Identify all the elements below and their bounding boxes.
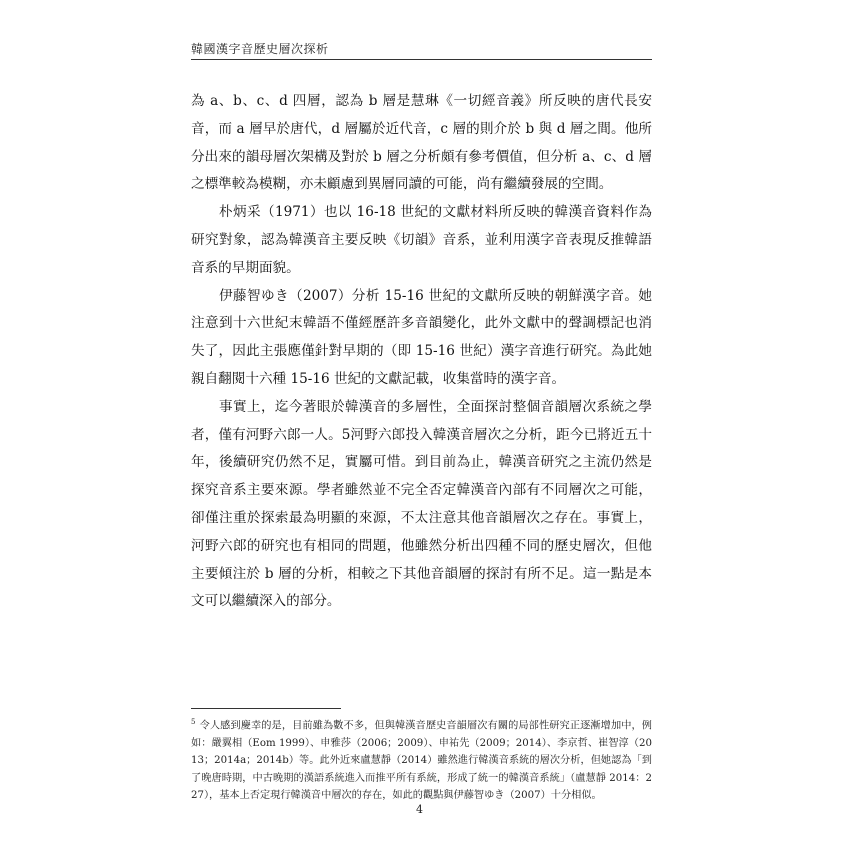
- running-header: 韓國漢字音歷史層次探析: [191, 42, 329, 56]
- footnote-mark: 5: [191, 718, 196, 726]
- paragraph-2: 朴炳采（1971）也以 16-18 世紀的文獻材料所反映的韓漢音資料作為研究對象，認為韓漢音主要反映《切韻》音系，並利用漢字音表現反推韓語音系的早期面貌。: [191, 204, 652, 276]
- footnote: [191, 714, 652, 805]
- page-number: 4: [416, 803, 423, 816]
- paragraph-4: 事實上，迄今著眼於韓漢音的多層性，全面探討整個音韻層次系統之學者，僅有河野六郎一人。5河野六郎投入韓漢音層次之分析，距今已將近五十年，後續研究仍然不足，實屬可惜。到目前為止，韓漢音研究之主流仍然是探究音系主要來源。學者雖然並不完全否定韓漢音內部有不同層次之可能，卻僅注重於探索最為明顯的來源，不太注意其他音韻層次之存在。事實上，河野六郎的研究也有相同的問題，他雖然分析出四種不同的歷史層次，但他主要傾注於 b 層的分析，相較之下其他音韻層的探討有所不足。這一點是本文可以繼續深入的部分。: [191, 398, 652, 610]
- body-text: [191, 88, 652, 616]
- header-rule: [191, 59, 652, 60]
- footnote-rule: [191, 708, 341, 709]
- paragraph-1: 為 a、b、c、d 四層，認為 b 層是慧琳《一切經音義》所反映的唐代長安音，而 a 層早於唐代，d 層屬於近代音，c 層的則介於 b 與 d 層之間。他所分出來的韻母層次架構及對於 b 層之分析頗有參考價值，但分析 a、c、d 層之標準較為模糊，亦未顧慮到異層同讀的可能，尚有繼續發展的空間。: [191, 93, 652, 193]
- footnote-text: 令人感到慶幸的是，目前雖為數不多，但與韓漢音歷史音韻層次有關的局部性研究正逐漸增加中，例如：嚴翼相（Eom 1999）、申雅莎（2006；2009）、申祐先（2009；2014）、李京哲、崔智淳（2013；2014a；2014b）等。此外近來盧慧靜（2014）雖然進行韓漢音系統的層次分析，但她認為「到了晚唐時期，中古晚期的漢語系統進入而推平所有系統，形成了統一的韓漢音系統」（盧慧靜 2014：227），基本上否定現行韓漢音中層次的存在，如此的觀點與伊藤智ゆき（2007）十分相似。: [191, 720, 652, 802]
- paragraph-3: 伊藤智ゆき（2007）分析 15-16 世紀的文獻所反映的朝鮮漢字音。她注意到十六世紀末韓語不僅經歷許多音韻變化，此外文獻中的聲調標記也消失了，因此主張應僅針對早期的（即 15-16 世紀）漢字音進行研究。為此她親自翻閱十六種 15-16 世紀的文獻記載，收集當時的漢字音。: [191, 287, 652, 387]
